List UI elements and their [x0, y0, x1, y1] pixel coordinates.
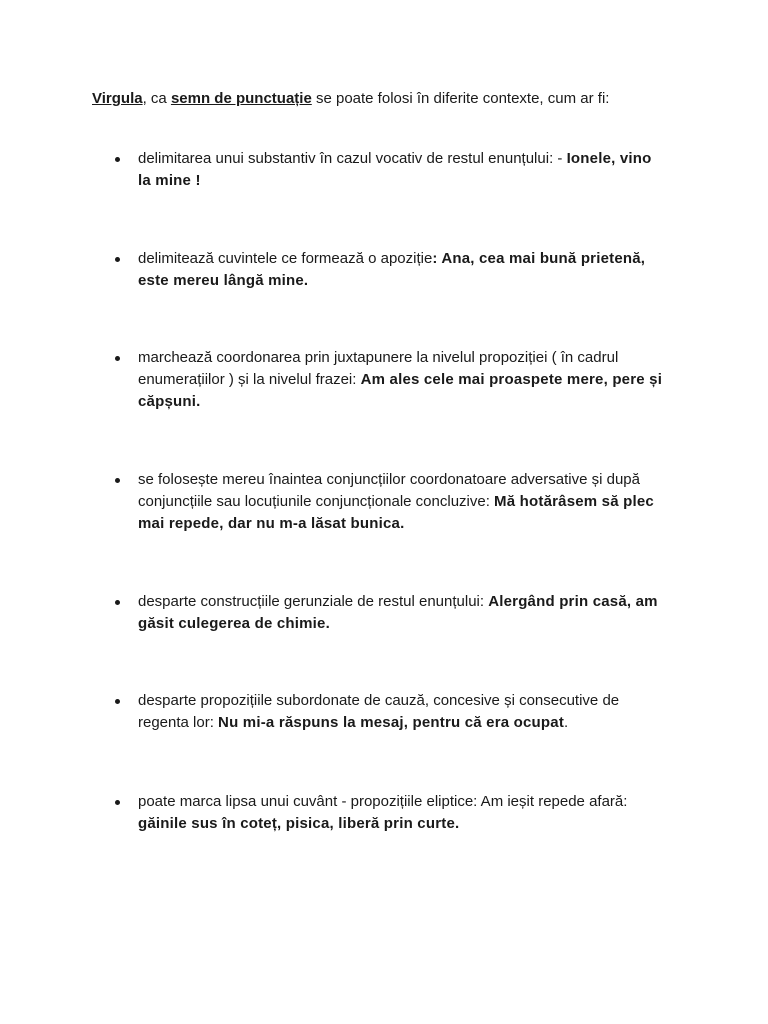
list-item	[138, 347, 668, 413]
bullet-dot-icon	[115, 478, 120, 483]
list-item	[138, 591, 668, 635]
intro-paragraph	[92, 88, 678, 110]
item-example: găinile sus în coteț, pisica, liberă prin curte.	[138, 815, 460, 832]
term-virgula: Virgula	[92, 90, 143, 107]
item-example: Am ales cele mai proaspete mere, pere și căpșuni.	[138, 371, 663, 410]
list-item	[138, 248, 668, 292]
intro-text-2: se poate folosi în diferite contexte, cum ar fi:	[311, 90, 610, 107]
bullet-dot-icon	[115, 600, 120, 605]
item-after: .	[564, 714, 569, 731]
bullet-dot-icon	[115, 800, 120, 805]
item-text: delimitează cuvintele ce formează o apoziție	[138, 250, 433, 267]
item-text: marchează coordonarea prin juxtapunere la nivelul propoziției ( în cadrul enumerațiilor ) și la nivelul frazei:	[138, 349, 619, 388]
term-semn-de-punctuatie: semn de punctuație	[170, 90, 312, 107]
item-example: Alergând prin casă, am găsit culegerea de chimie.	[138, 593, 658, 632]
item-text: se folosește mereu înaintea conjuncțiilor coordonatoare adversative și după conjuncțiile sau locuțiunile conjuncționale concluzive:	[138, 471, 640, 510]
item-example: Ionele, vino la mine !	[138, 150, 652, 189]
item-example: Mă hotărâsem să plec mai repede, dar nu m-a lăsat bunica.	[138, 493, 654, 532]
item-text: desparte construcțiile gerunziale de restul enunțului:	[138, 593, 489, 610]
intro-text-1: , ca	[142, 90, 171, 107]
item-text: delimitarea unui substantiv în cazul vocativ de restul enunțului: -	[138, 150, 567, 167]
list-item	[138, 148, 668, 192]
item-example: : Ana, cea mai bună prietenă, este mereu lângă mine.	[138, 250, 646, 289]
list-item	[138, 690, 668, 734]
bullet-dot-icon	[115, 356, 120, 361]
list-item	[138, 791, 668, 835]
bullet-dot-icon	[115, 157, 120, 162]
bullet-dot-icon	[115, 257, 120, 262]
list-item	[138, 469, 668, 535]
item-example: Nu mi-a răspuns la mesaj, pentru că era ocupat	[218, 714, 565, 731]
item-text: desparte propozițiile subordonate de cauză, concesive și consecutive de regenta lor:	[138, 692, 620, 731]
bullet-dot-icon	[115, 699, 120, 704]
item-text: poate marca lipsa unui cuvânt - propozițiile eliptice: Am ieșit repede afară:	[138, 793, 628, 810]
